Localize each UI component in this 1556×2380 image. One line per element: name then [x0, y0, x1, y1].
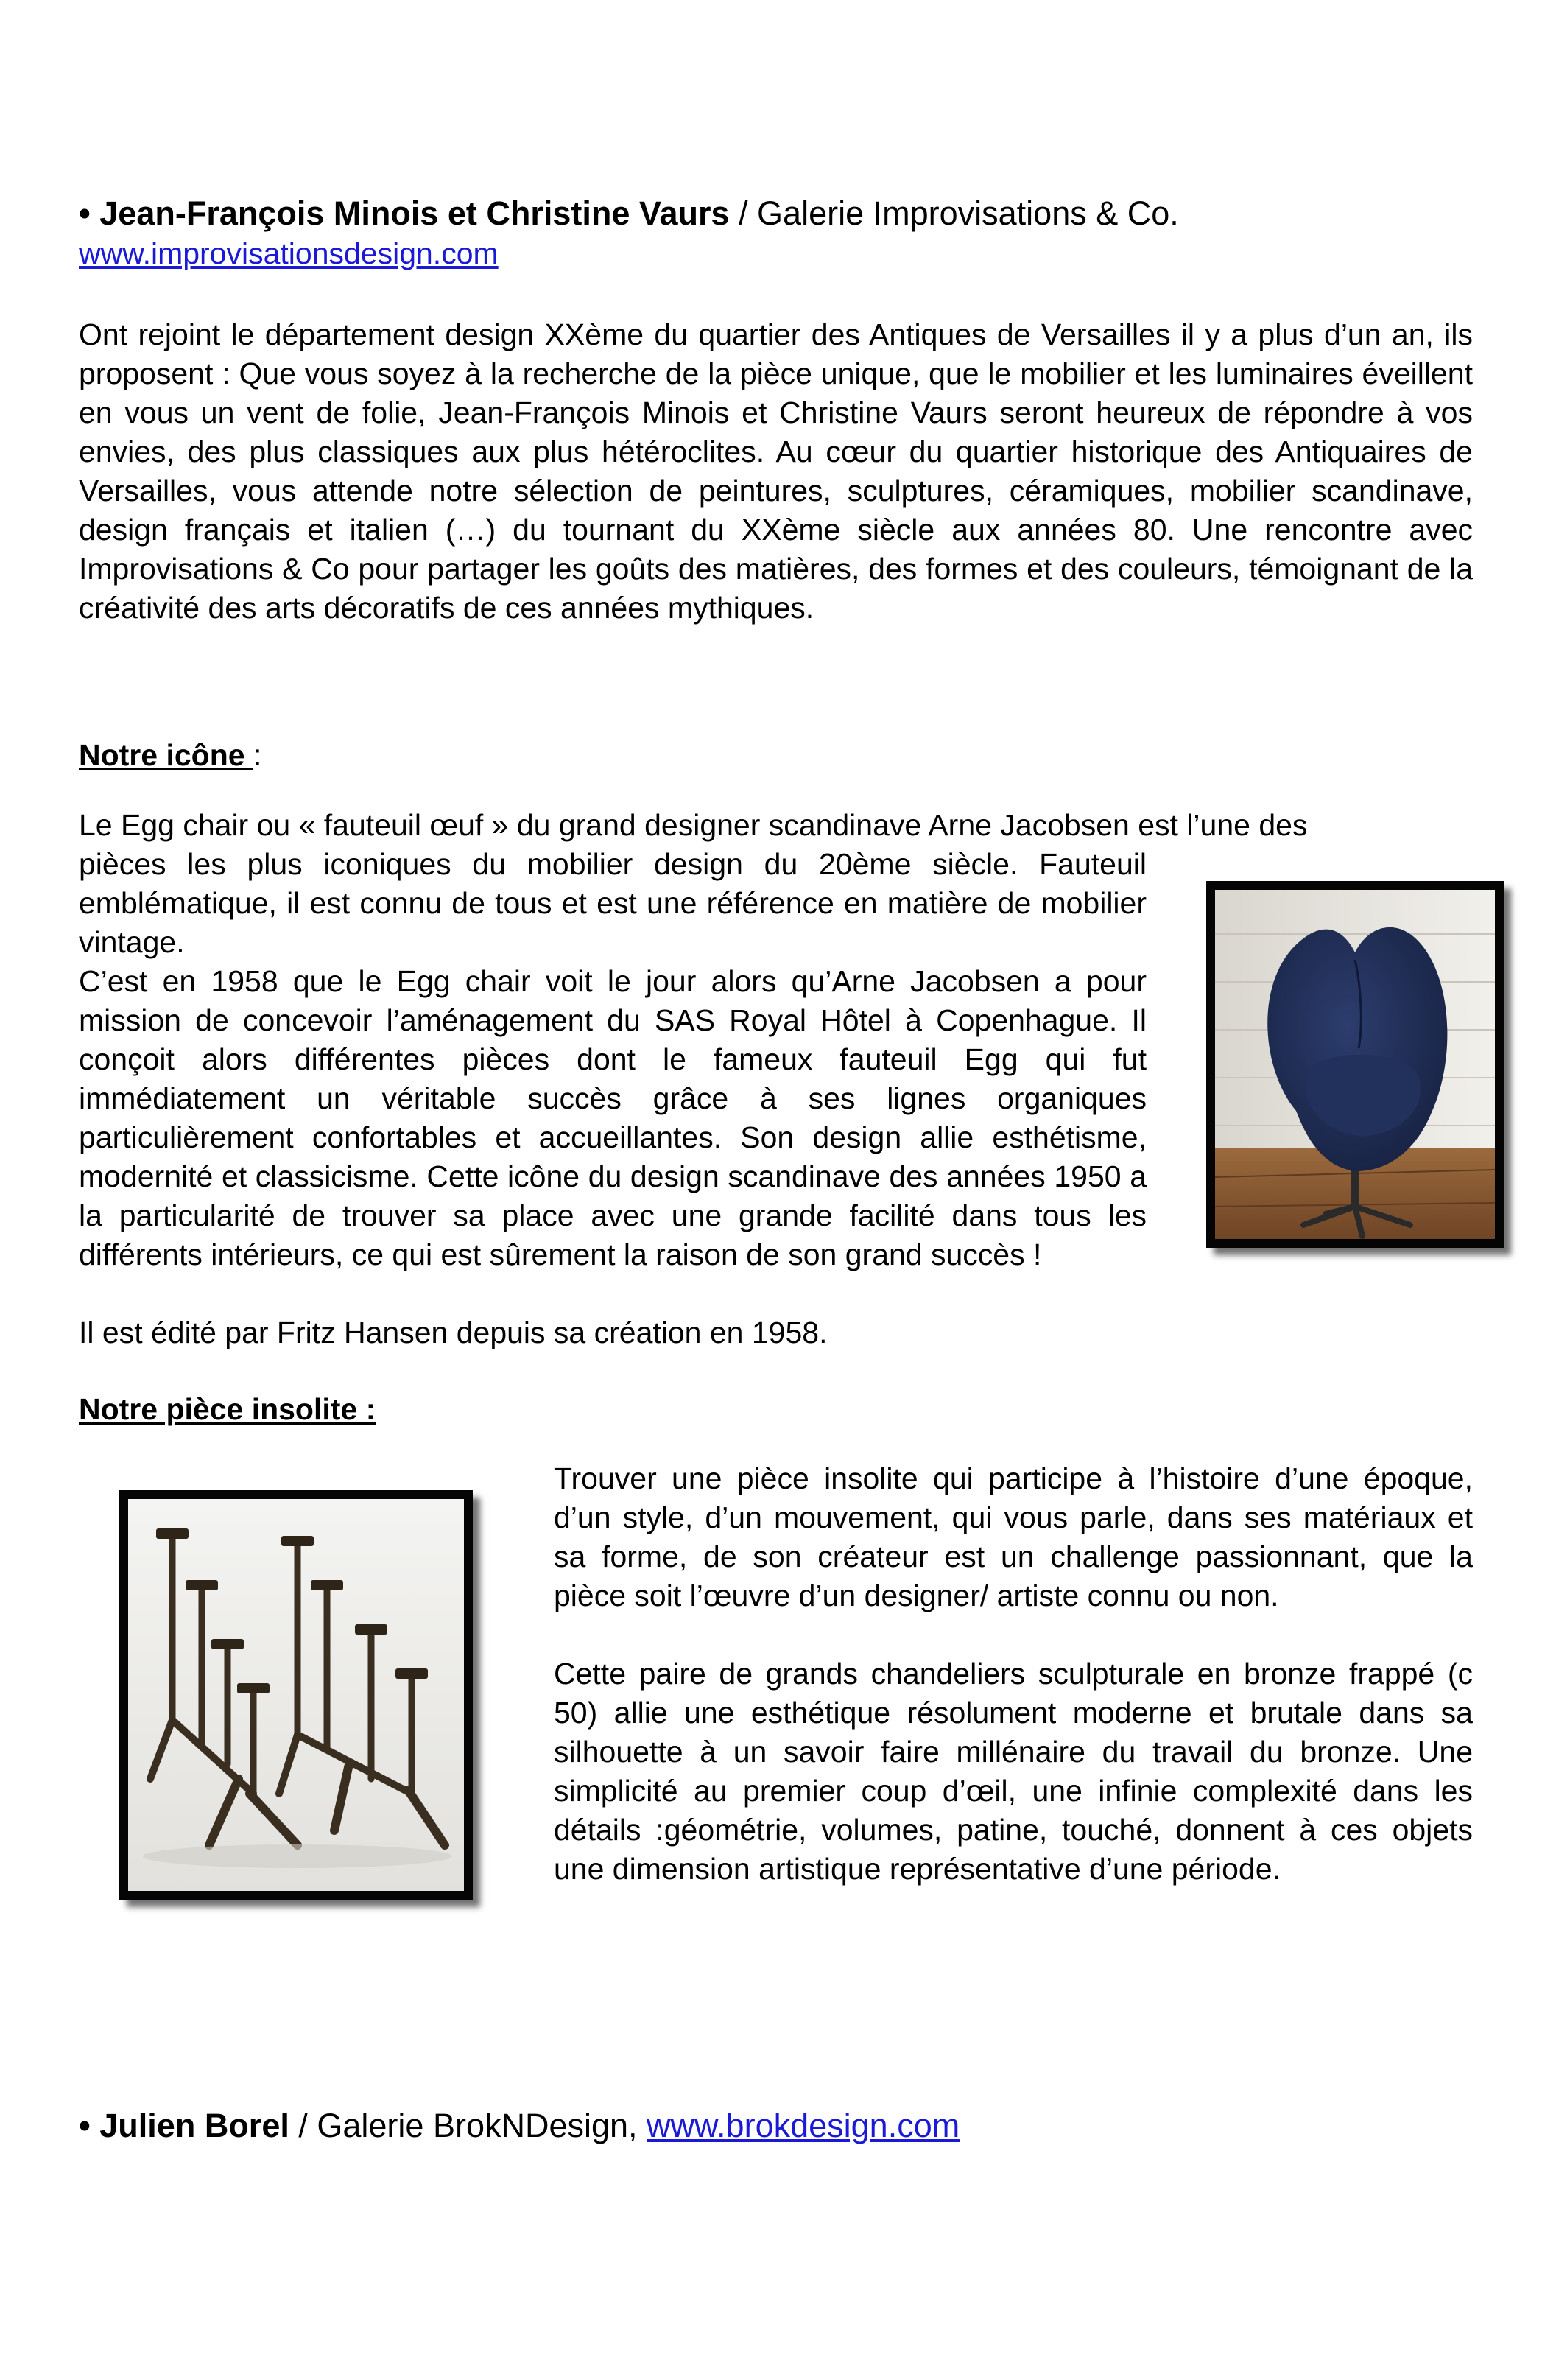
bullet: •: [79, 2107, 91, 2144]
section1-header: [79, 193, 1478, 234]
bullet: •: [79, 194, 91, 232]
candelabra-photo: [119, 1490, 473, 1900]
egg-chair-icon: [1215, 890, 1495, 1239]
dealer-name: Julien Borel: [99, 2107, 289, 2144]
dealer-names: Jean-François Minois et Christine Vaurs: [99, 194, 730, 232]
separator: /: [729, 194, 758, 232]
icon-paragraph-2: C’est en 1958 que le Egg chair voit le jour alors qu’Arne Jacobsen a pour mission de concevoir l’aménagement du SAS Royal Hôtel à Copenhague. Il conçoit alors différentes pièces dont le fameux fauteuil Egg qui fut immédiatement un véritable succès grâce à ses lignes organiques particulièrement confortables et accueillantes. Son design allie esthétisme, modernité et classicisme. Cette icône du design scandinave des années 1950 a la particularité de trouver sa place avec une grande facilité dans tous les différents intérieurs, ce qui est sûrement la raison de son grand succès !: [79, 964, 1147, 1271]
candelabra-icon: [128, 1499, 464, 1891]
separator: /: [289, 2107, 317, 2144]
insolite-heading: Notre pièce insolite :: [79, 1392, 376, 1426]
icon-paragraph-1: pièces les plus iconiques du mobilier design du 20ème siècle. Fauteuil emblématique, il est connu de tous et est une référence en matière de mobilier vintage.: [79, 847, 1147, 959]
icon-heading: [79, 736, 261, 775]
website-link-brokdesign[interactable]: www.brokdesign.com: [647, 2107, 960, 2144]
egg-chair-photo: [1206, 881, 1504, 1248]
icon-heading-text: Notre icône: [79, 738, 253, 772]
website-link-improvisations[interactable]: www.improvisationsdesign.com: [79, 236, 499, 270]
intro-paragraph: Ont rejoint le département design XXème du quartier des Antiques de Versailles il y a plus d’un an, ils proposent : Que vous soyez à la recherche de la pièce unique, que le mobilier et les luminaires éveillent en vous un vent de folie, Jean-François Minois et Christine Vaurs seront heureux de répondre à vos envies, des plus classiques aux plus hétéroclites. Au cœur du quartier historique des Antiquaires de Versailles, vous attende notre sélection de peintures, sculptures, céramiques, mobilier scandinave, design français et italien (…) du tournant du XXème siècle aux années 80. Une rencontre avec Improvisations & Co pour partager les goûts des matières, des formes et des couleurs, témoignant de la créativité des arts décoratifs de ces années mythiques.: [79, 317, 1473, 625]
section2-header: [79, 2105, 960, 2146]
insolite-paragraph-1: Trouver une pièce insolite qui participe à l’histoire d’une époque, d’un style, d’un mouvement, qui vous parle, dans ses matériaux et sa forme, de son créateur est un challenge passionnant, que la pièce soit l’œuvre d’un designer/ artiste connu ou non.: [554, 1461, 1473, 1612]
gallery-name: Galerie BrokNDesign,: [317, 2107, 647, 2144]
icon-heading-colon: :: [253, 738, 262, 772]
gallery-name: Galerie Improvisations & Co.: [757, 194, 1179, 232]
icon-first-line: Le Egg chair ou « fauteuil œuf » du grand designer scandinave Arne Jacobsen est l’une des: [79, 808, 1308, 842]
icon-last-line: Il est édité par Fritz Hansen depuis sa création en 1958.: [79, 1316, 828, 1349]
insolite-paragraph-2: Cette paire de grands chandeliers sculpturale en bronze frappé (c 50) allie une esthétique résolument moderne et brutale dans sa silhouette à un savoir faire millénaire du travail du bronze. Une simplicité au premier coup d’œil, une infinie complexité dans les détails :géométrie, volumes, patine, touché, donnent à ces objets une dimension artistique représentative d’une période.: [554, 1657, 1473, 1886]
